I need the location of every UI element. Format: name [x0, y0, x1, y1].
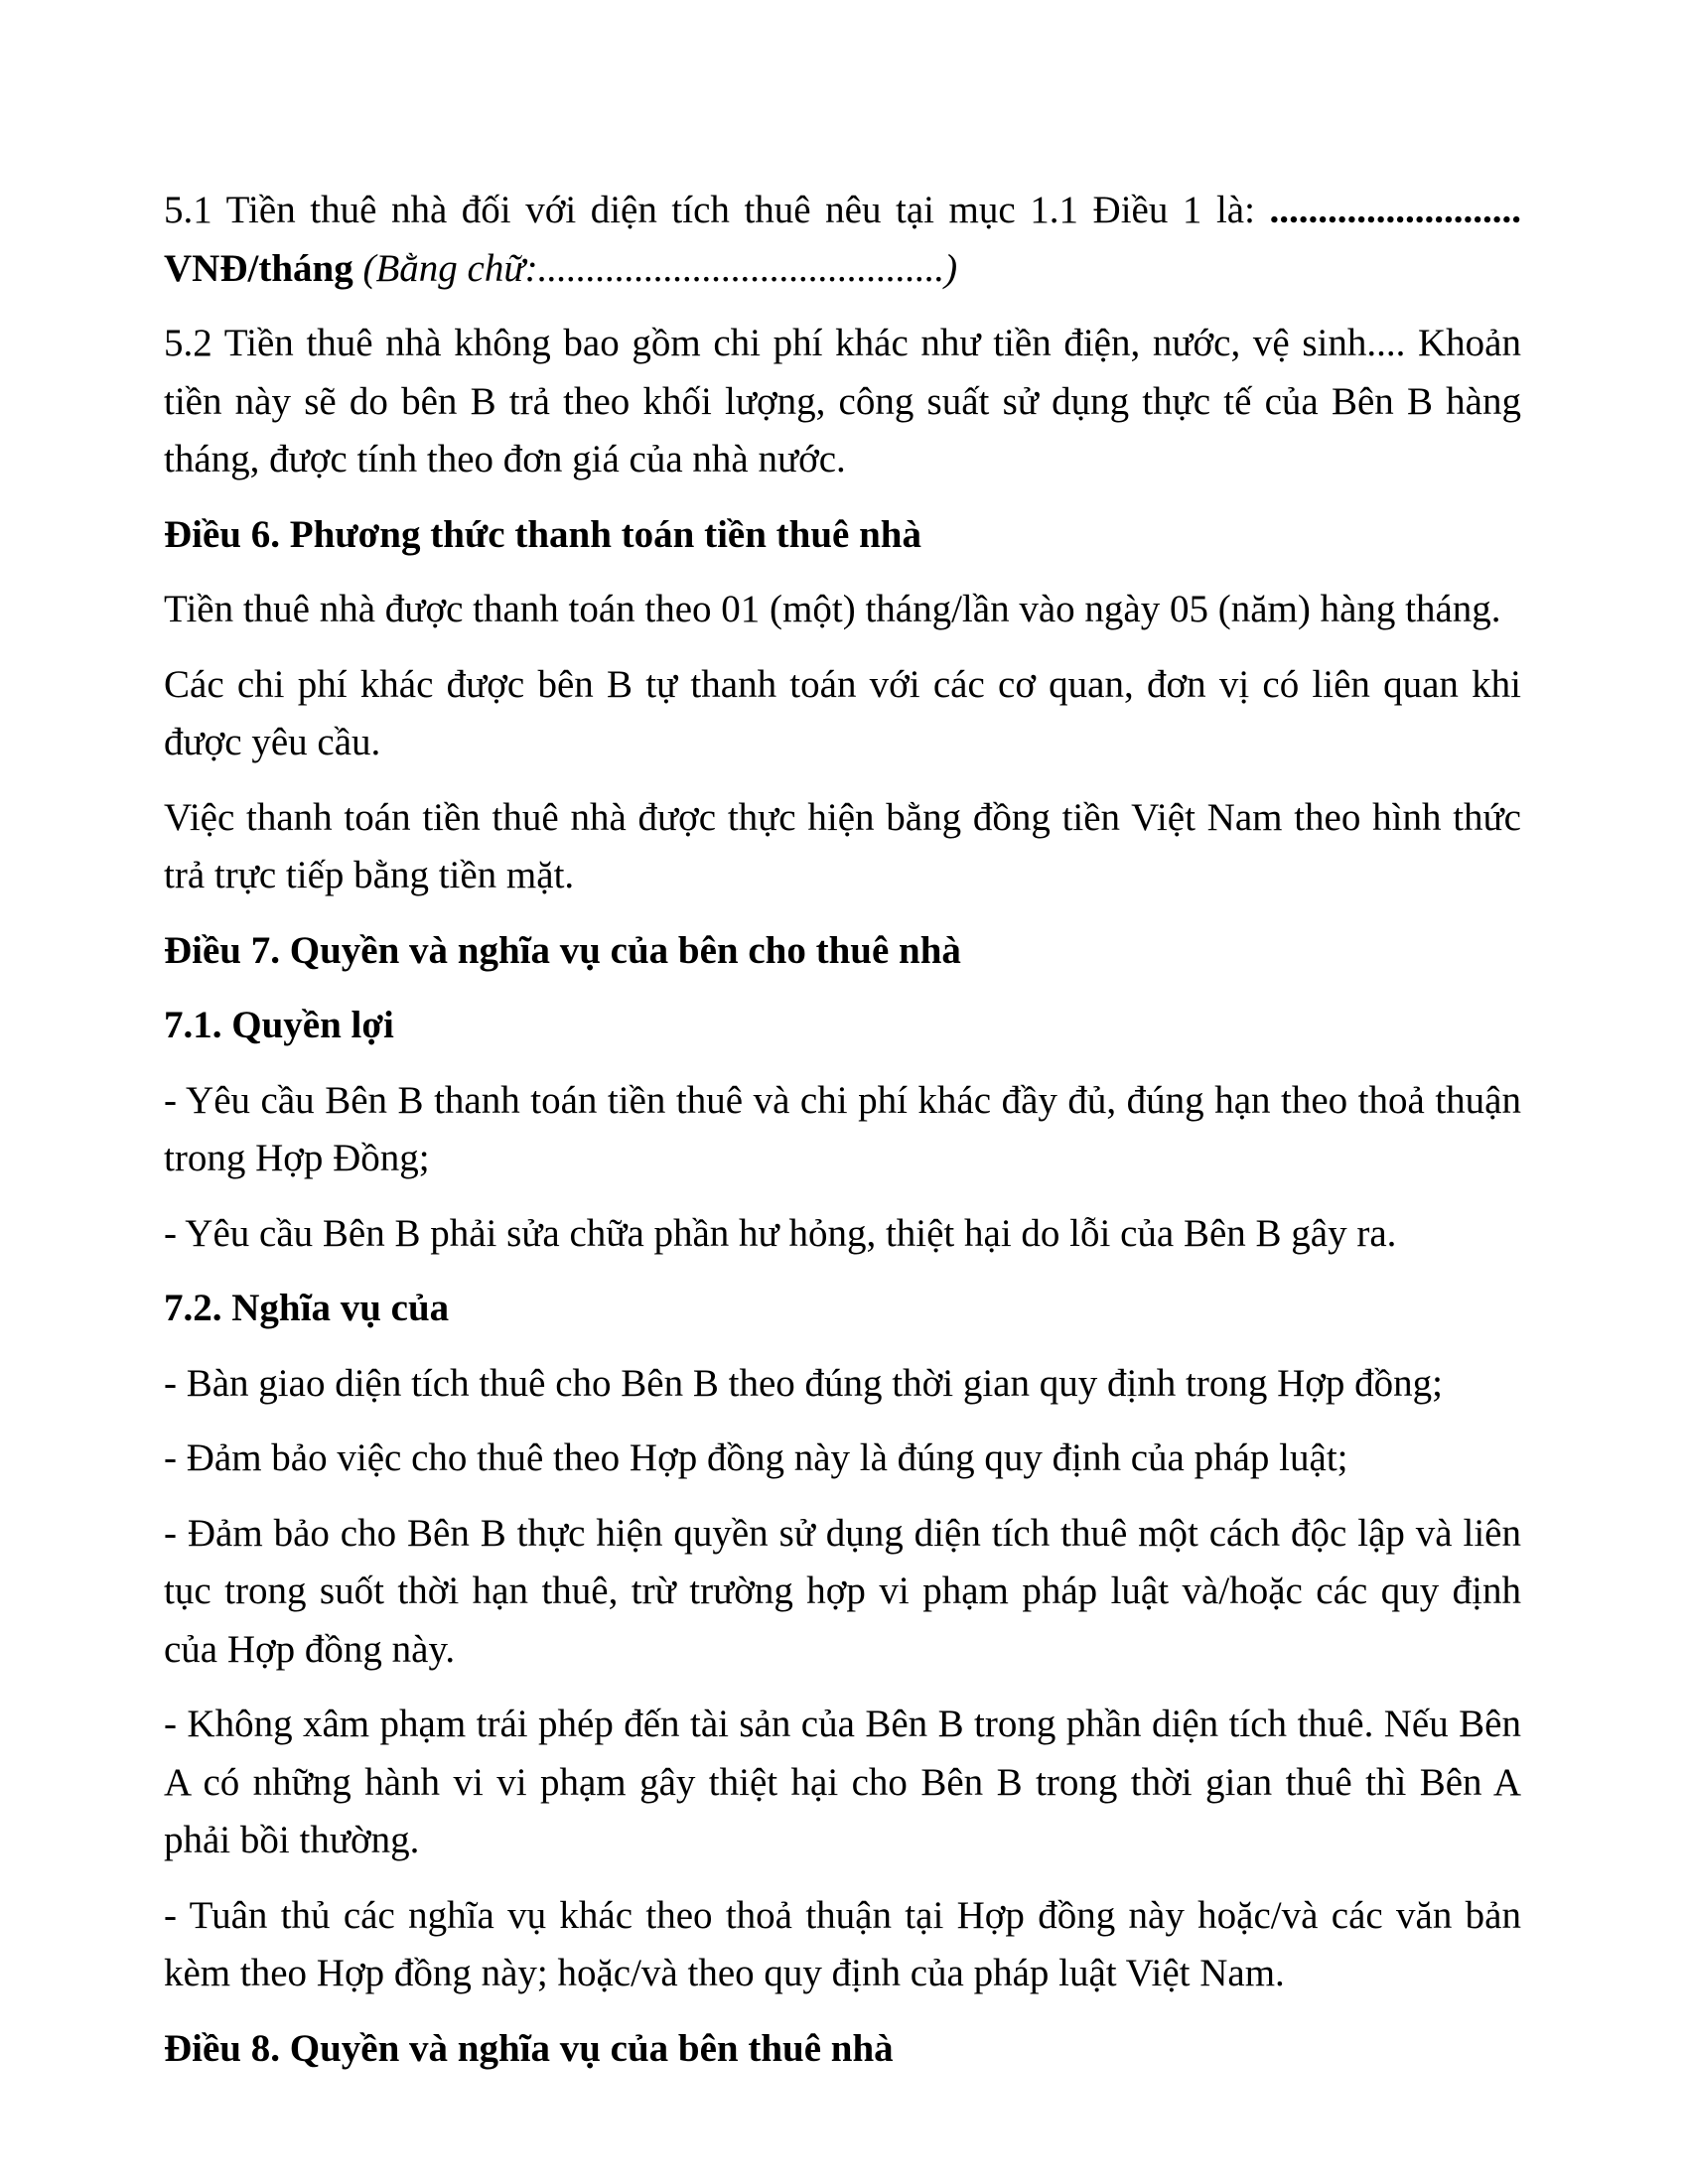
clause-5-1-amount-in-words: (Bằng chữ:..........................................): [362, 246, 958, 290]
article-8-heading: Điều 8. Quyền và nghĩa vụ của bên thuê nhà: [164, 2026, 894, 2070]
clause-5-1: [164, 182, 1521, 298]
section-7-2-item-5: - Tuân thủ các nghĩa vụ khác theo thoả thuận tại Hợp đồng này hoặc/và các văn bản kèm theo Hợp đồng này; hoặc/và theo quy định của pháp luật Việt Nam.: [164, 1893, 1521, 1994]
clause-5-1-dotted-blank: ..........................: [1269, 189, 1521, 231]
section-7-2-item-3: - Đảm bảo cho Bên B thực hiện quyền sử dụng diện tích thuê một cách độc lập và liên tục trong suốt thời hạn thuê, trừ trường hợp vi phạm pháp luật và/hoặc các quy định của Hợp đồng này.: [164, 1511, 1521, 1671]
article-6-heading: Điều 6. Phương thức thanh toán tiền thuê nhà: [164, 512, 921, 556]
section-7-2-item-1: - Bàn giao diện tích thuê cho Bên B theo đúng thời gian quy định trong Hợp đồng;: [164, 1361, 1443, 1405]
article-6-paragraph-1: Tiền thuê nhà được thanh toán theo 01 (một) tháng/lần vào ngày 05 (năm) hàng tháng.: [164, 588, 1501, 630]
clause-5-1-lead: 5.1 Tiền thuê nhà đối với diện tích thuê nêu tại mục 1.1 Điều 1 là:: [164, 189, 1270, 231]
section-7-2-heading: 7.2. Nghĩa vụ của: [164, 1287, 450, 1329]
section-7-2-item-4: - Không xâm phạm trái phép đến tài sản của Bên B trong phần diện tích thuê. Nếu Bên A có những hành vi vi phạm gây thiệt hại cho Bên B trong thời gian thuê thì Bên A phải bồi thường.: [164, 1703, 1521, 1861]
section-7-2-item-2: - Đảm bảo việc cho thuê theo Hợp đồng này là đúng quy định của pháp luật;: [164, 1436, 1348, 1479]
section-7-1-item-2: - Yêu cầu Bên B phải sửa chữa phần hư hỏng, thiệt hại do lỗi của Bên B gây ra.: [164, 1211, 1397, 1255]
article-7-heading: Điều 7. Quyền và nghĩa vụ của bên cho thuê nhà: [164, 928, 961, 972]
section-7-1-heading: 7.1. Quyền lợi: [164, 1004, 394, 1046]
article-6-paragraph-3: Việc thanh toán tiền thuê nhà được thực hiện bằng đồng tiền Việt Nam theo hình thức trả trực tiếp bằng tiền mặt.: [164, 795, 1521, 896]
article-6-paragraph-2: Các chi phí khác được bên B tự thanh toán với các cơ quan, đơn vị có liên quan khi được yêu cầu.: [164, 662, 1521, 763]
clause-5-1-currency-unit: VNĐ/tháng: [164, 246, 363, 290]
clause-5-2: 5.2 Tiền thuê nhà không bao gồm chi phí khác như tiền điện, nước, vệ sinh.... Khoản tiền này sẽ do bên B trả theo khối lượng, công suất sử dụng thực tế của Bên B hàng tháng, được tính theo đơn giá của nhà nước.: [164, 322, 1521, 480]
section-7-1-item-1: - Yêu cầu Bên B thanh toán tiền thuê và chi phí khác đầy đủ, đúng hạn theo thoả thuận trong Hợp Đồng;: [164, 1078, 1521, 1179]
